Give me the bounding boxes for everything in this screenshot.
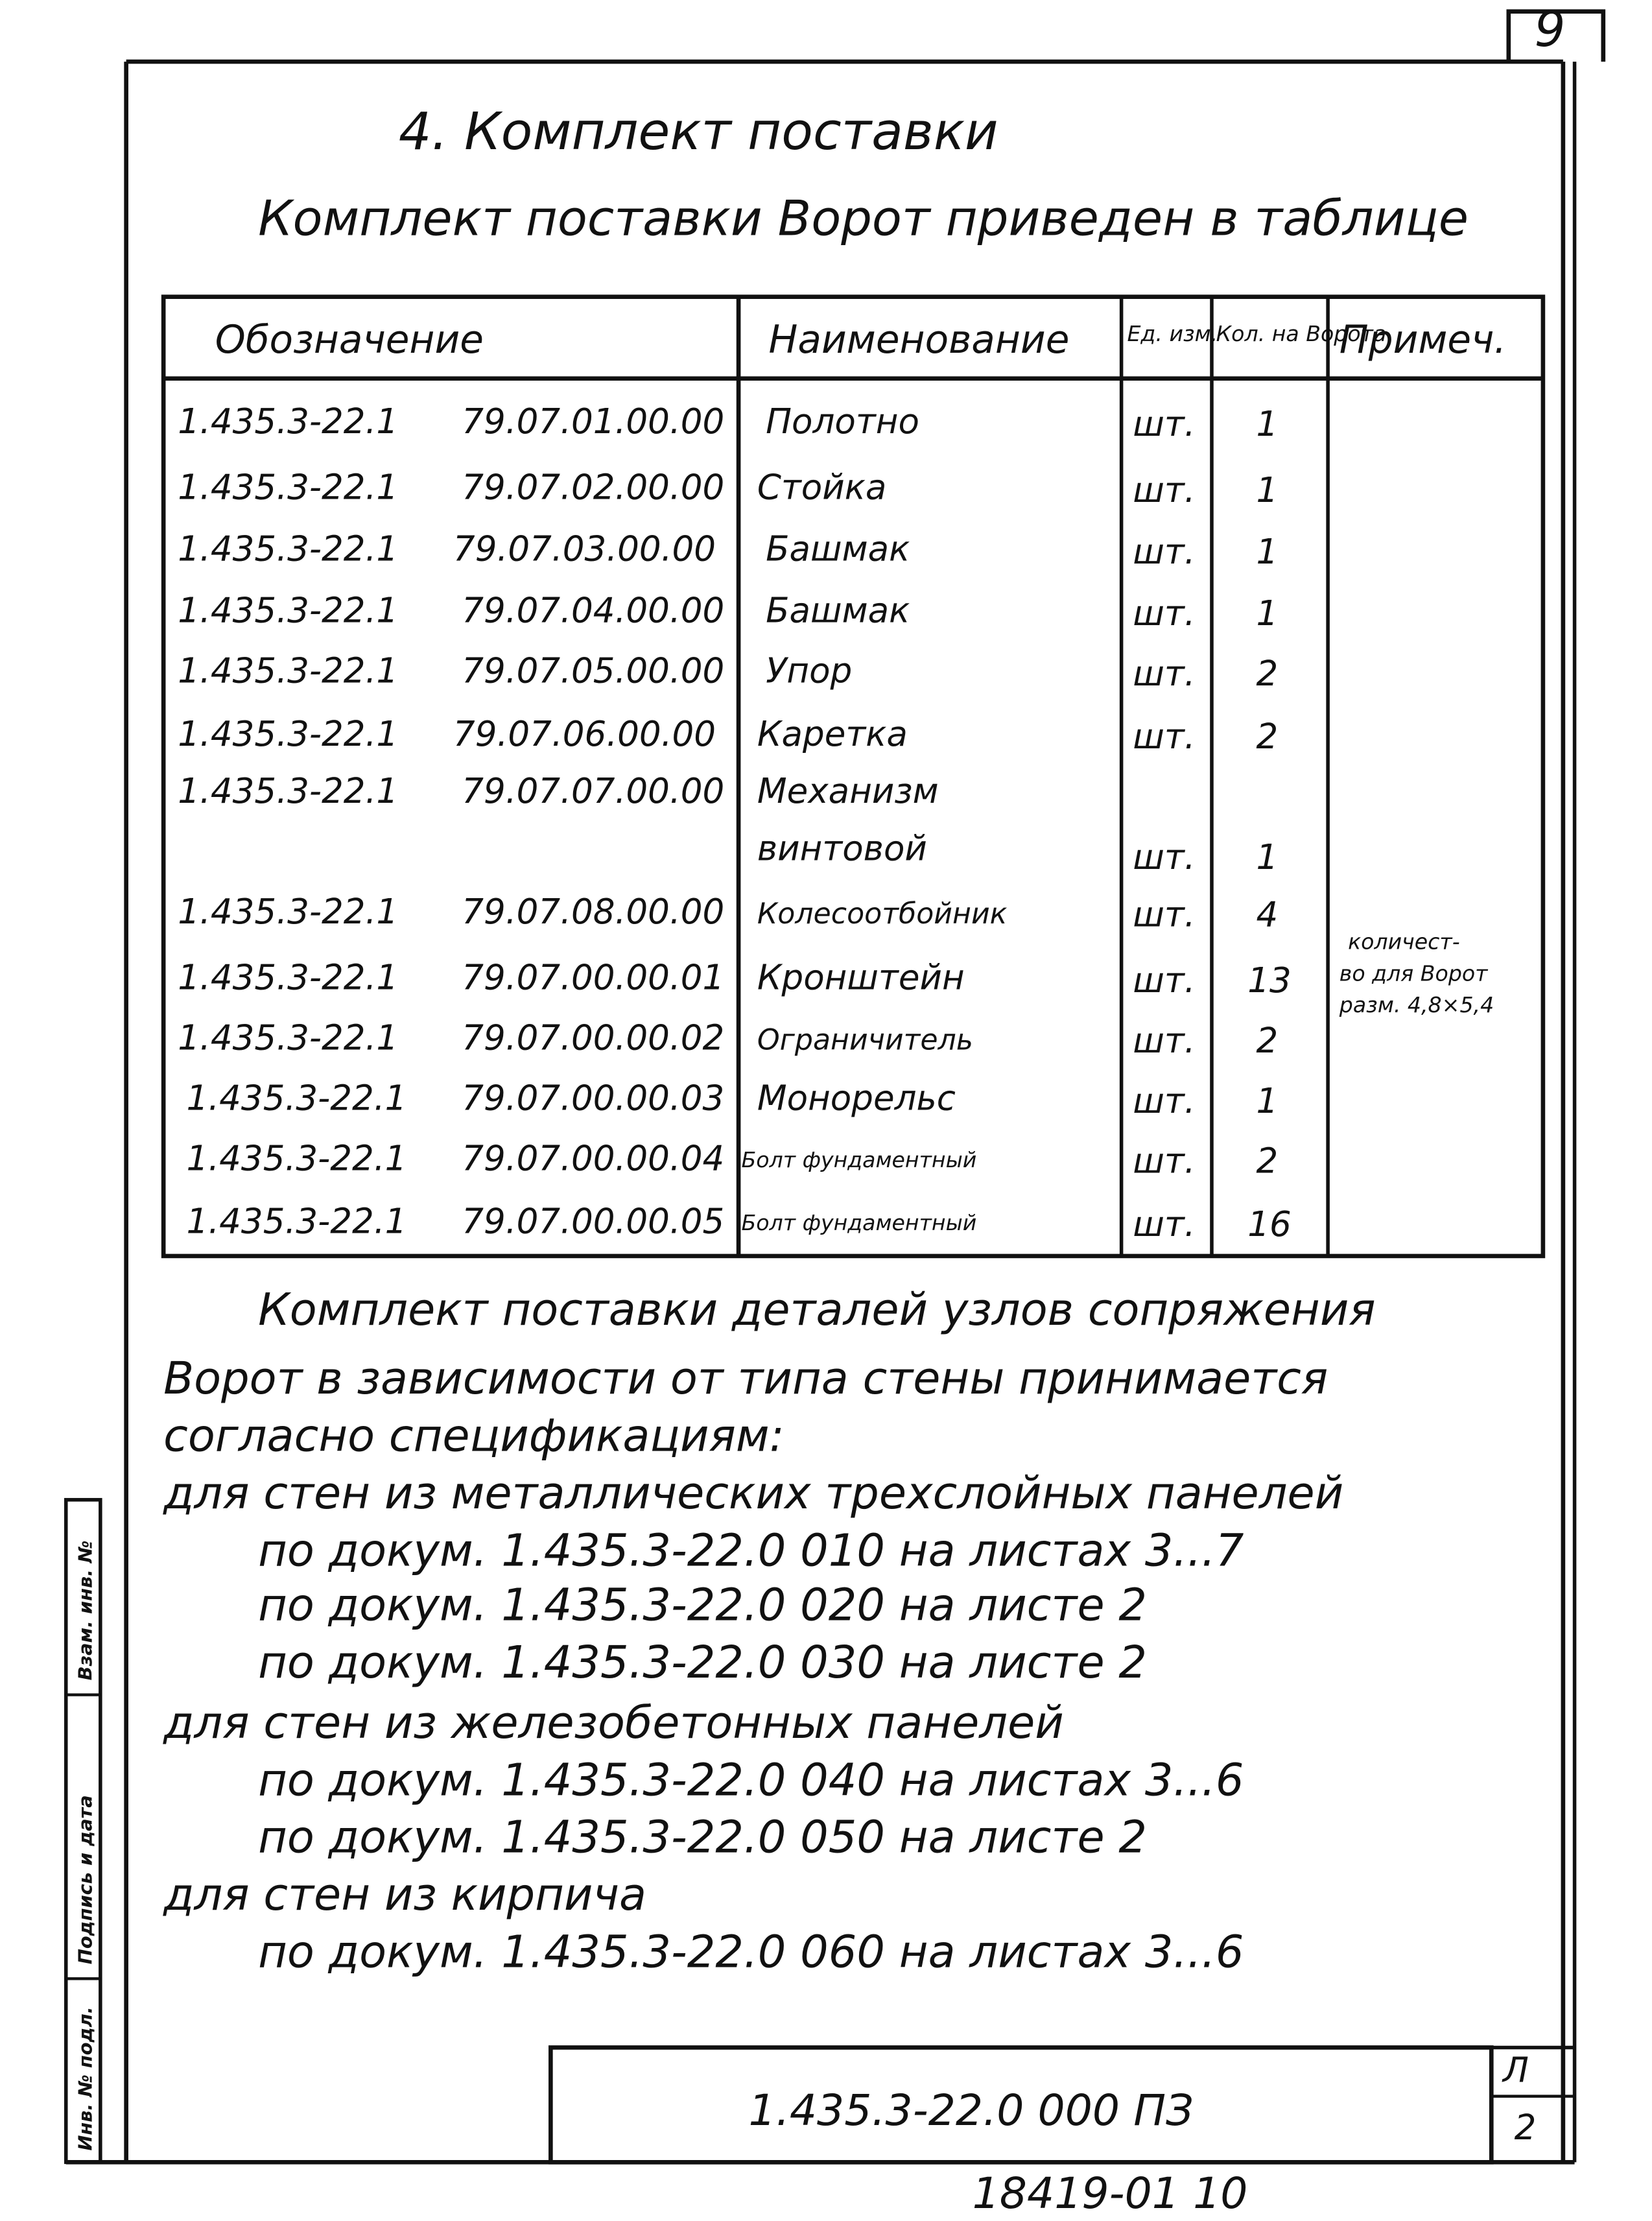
spec-group-title: для стен из металлических трехслойных панелей (163, 1467, 1344, 1520)
table-cell: Упор (766, 650, 853, 691)
spec-item: по докум. 1.435.3-22.0 050 на листе 2 (258, 1811, 1148, 1864)
table-cell: 1.435.3-22.1 (178, 891, 399, 932)
spec-list (163, 1467, 1343, 1978)
table-cell: 1.435.3-22.1 (178, 650, 399, 691)
spec-group-title: для стен из железобетонных панелей (163, 1696, 1064, 1749)
table-cell: Комплект поставки деталей узлов сопряжения (258, 1284, 1376, 1336)
table-cell: 1.435.3-22.1 (186, 1078, 407, 1119)
table-cell: шт. (1133, 960, 1196, 1001)
table-cell: Полотно (766, 401, 919, 442)
table-cell: 16 (1247, 1204, 1292, 1244)
header-qty: Кол. на Ворота (1216, 321, 1387, 347)
table-cell: 2 (1256, 1141, 1279, 1182)
table-cell: 79.07.03.00.00 (453, 529, 716, 569)
table-cell: 1 (1256, 404, 1279, 445)
table-cell: 1.435.3-22.1 (178, 771, 399, 812)
table-cell: Стойка (757, 467, 887, 508)
archive-number: 18419-01 10 (972, 2168, 1248, 2219)
table-cell: 4 (1256, 894, 1279, 935)
spec-group-title: для стен из кирпича (163, 1869, 647, 1921)
side-label: Инв. № подл. (74, 2006, 97, 2151)
table-row (187, 1078, 1279, 1121)
table-cell: шт. (1133, 1141, 1196, 1182)
table-cell: Механизм (757, 771, 939, 812)
table-cell: Кронштейн (757, 957, 965, 998)
table-cell: 79.07.02.00.00 (462, 467, 725, 508)
delivery-table (163, 297, 1543, 1256)
table-cell: 1.435.3-22.1 (178, 529, 399, 569)
sheet-label: Л (1502, 2050, 1529, 2091)
spec-item: по докум. 1.435.3-22.0 040 на листах 3...6 (258, 1754, 1244, 1807)
header-name: Наименование (768, 317, 1070, 362)
table-row (178, 650, 1278, 693)
table-cell: Болт фундаментный (741, 1146, 977, 1172)
header-note: Примеч. (1339, 317, 1507, 362)
side-label: Взам. инв. № (74, 1540, 97, 1681)
table-row (178, 467, 1278, 510)
intro-line: Комплект поставки Ворот приведен в таблице (258, 189, 1469, 247)
table-cell: Башмак (766, 590, 910, 631)
table-cell: Колесоотбойник (757, 897, 1008, 931)
table-cell: 1.435.3-22.1 (186, 1138, 407, 1179)
spec-item: по докум. 1.435.3-22.0 020 на листе 2 (258, 1579, 1148, 1632)
table-cell: 1 (1256, 469, 1279, 510)
spec-item: по докум. 1.435.3-22.0 030 на листе 2 (258, 1637, 1148, 1689)
table-cell: шт. (1133, 531, 1196, 572)
table-cell: шт. (1133, 653, 1196, 694)
table-cell: шт. (1133, 404, 1196, 445)
table-cell: шт. (1133, 894, 1196, 935)
table-cell: 2 (1256, 717, 1279, 757)
table-cell: Ограничитель (757, 1023, 973, 1057)
title-block (550, 2047, 1574, 2162)
table-cell: во для Ворот (1339, 960, 1488, 986)
table-row (178, 892, 1278, 934)
table-note (1339, 929, 1494, 1017)
page-number-box (1509, 1, 1603, 62)
table-cell: 13 (1247, 960, 1292, 1001)
table-cell: 1 (1256, 1080, 1279, 1121)
table-cell: 1 (1256, 593, 1279, 634)
table-row (178, 591, 1278, 634)
table-cell: 1.435.3-22.1 (178, 1017, 399, 1058)
table-row (178, 529, 1278, 572)
table-cell: шт. (1133, 837, 1196, 877)
spec-item: по докум. 1.435.3-22.0 060 на листах 3...6 (258, 1926, 1244, 1978)
table-cell: шт. (1133, 469, 1196, 510)
header-unit: Ед. изм. (1127, 321, 1218, 347)
table-cell: шт. (1133, 593, 1196, 634)
table-cell: 1.435.3-22.1 (178, 467, 399, 508)
table-cell: 1.435.3-22.1 (178, 401, 399, 442)
delivery-paragraph (163, 1284, 1376, 1462)
doc-code: 1.435.3-22.0 000 ПЗ (748, 2084, 1194, 2135)
table-cell: 79.07.05.00.00 (462, 650, 725, 691)
table-cell: шт. (1133, 1020, 1196, 1061)
side-strip (66, 1500, 100, 2163)
table-cell: 79.07.00.00.04 (462, 1138, 725, 1179)
table-cell: шт. (1133, 717, 1196, 757)
table-cell: 79.07.00.00.03 (462, 1078, 725, 1119)
table-row (187, 1138, 1279, 1181)
table-cell: шт. (1133, 1080, 1196, 1121)
table-cell: 2 (1256, 653, 1279, 694)
table-row (178, 771, 1278, 877)
table-cell: 79.07.00.00.05 (462, 1201, 725, 1242)
table-cell: Каретка (757, 713, 908, 754)
table-cell: 2 (1256, 1020, 1279, 1061)
table-cell: 79.07.00.00.01 (462, 957, 725, 998)
table-row (178, 714, 1278, 757)
table-row (178, 1018, 1278, 1061)
table-cell: 79.07.07.00.00 (462, 771, 725, 812)
table-cell: шт. (1133, 1204, 1196, 1244)
table-cell: Ворот в зависимости от типа стены принимается (163, 1353, 1328, 1405)
spec-item: по докум. 1.435.3-22.0 010 на листах 3...7 (258, 1525, 1244, 1577)
table-cell: количест- (1348, 929, 1460, 955)
table-row (178, 958, 1292, 1001)
table-cell: Башмак (766, 529, 910, 569)
table-cell: 1.435.3-22.1 (186, 1201, 407, 1242)
table-cell: 1 (1256, 531, 1279, 572)
side-label: Подпись и дата (74, 1795, 97, 1965)
table-cell: 79.07.08.00.00 (462, 891, 725, 932)
table-cell: Болт фундаментный (741, 1210, 977, 1236)
table-cell: 1 (1256, 837, 1279, 877)
table-cell: 79.07.06.00.00 (453, 713, 716, 754)
table-cell: 79.07.01.00.00 (462, 401, 725, 442)
page-number: 9 (1534, 0, 1566, 58)
table-cell: 79.07.04.00.00 (462, 590, 725, 631)
table-cell: 79.07.00.00.02 (462, 1017, 725, 1058)
sheet-number: 2 (1514, 2107, 1537, 2148)
table-row (178, 401, 1278, 444)
table-cell: 1.435.3-22.1 (178, 957, 399, 998)
table-cell: 1.435.3-22.1 (178, 590, 399, 631)
table-cell: разм. 4,8×5,4 (1339, 992, 1494, 1018)
header-designation: Обозначение (215, 317, 484, 362)
table-cell: винтовой (757, 828, 927, 869)
table-cell: Монорельс (757, 1078, 956, 1119)
table-cell: согласно спецификациям: (163, 1410, 785, 1462)
table-cell: 1.435.3-22.1 (178, 713, 399, 754)
section-heading: 4. Комплект поставки (398, 101, 998, 161)
